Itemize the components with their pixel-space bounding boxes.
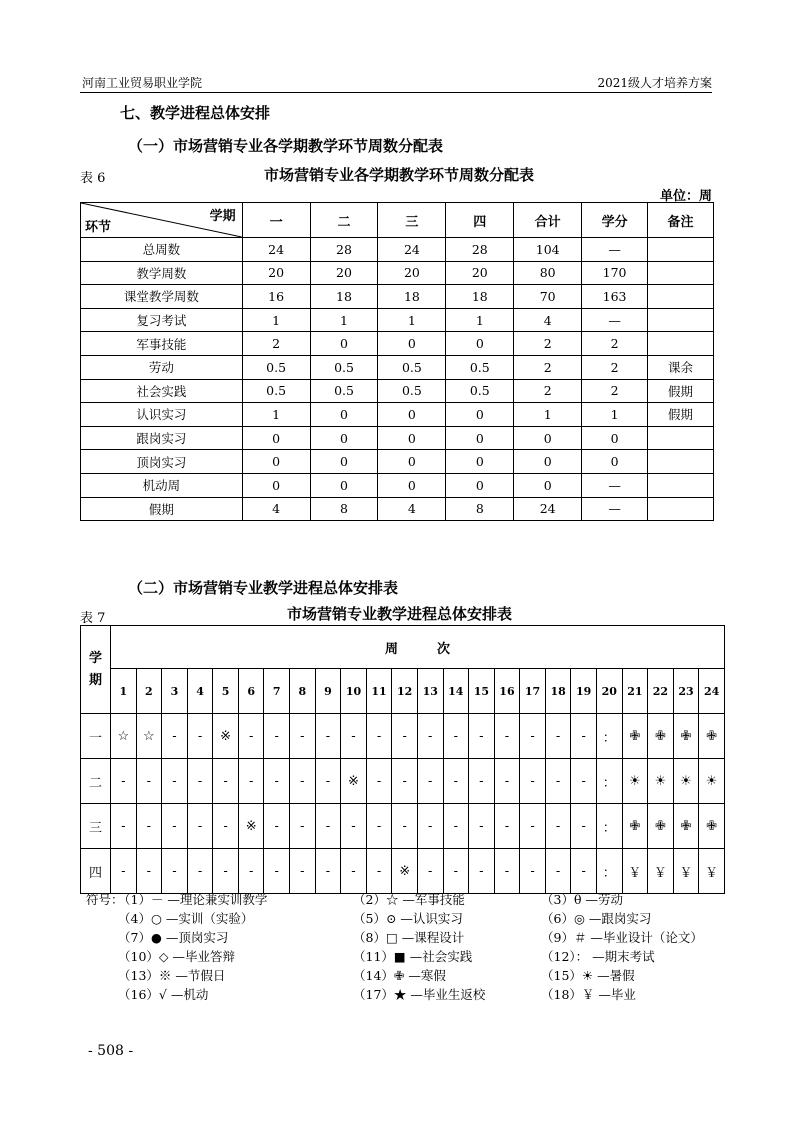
table-cell: 0 xyxy=(310,426,378,450)
table6-title: 市场营销专业各学期教学环节周数分配表 xyxy=(264,166,535,184)
schedule-cell: - xyxy=(213,804,239,849)
legend-item: （5）⊙ —认识实习 xyxy=(353,911,463,926)
legend-item: （7）● —顶岗实习 xyxy=(118,930,229,945)
table-cell: 0 xyxy=(514,426,582,450)
table-cell: 4 xyxy=(514,308,582,332)
table-row xyxy=(81,497,714,521)
schedule-cell: - xyxy=(366,849,392,894)
schedule-cell: - xyxy=(545,849,571,894)
table-cell: 0 xyxy=(378,450,446,474)
table6-label: 表 6 xyxy=(80,171,106,186)
schedule-cell: ※ xyxy=(213,714,239,759)
table-cell: 80 xyxy=(514,261,582,285)
schedule-cell: - xyxy=(443,849,469,894)
header-right: 2021级人才培养方案 xyxy=(597,76,712,90)
table-cell: 4 xyxy=(378,497,446,521)
schedule-cell: - xyxy=(341,849,367,894)
schedule-cell: ☀ xyxy=(699,759,725,804)
corner-bottom-label: 环节 xyxy=(85,220,112,235)
table-cell: 0 xyxy=(310,403,378,427)
schedule-cell: - xyxy=(417,804,443,849)
legend-item: （1）－ —理论兼实训教学 xyxy=(118,892,268,907)
table-cell xyxy=(648,308,714,332)
schedule-cell: - xyxy=(366,759,392,804)
schedule-cell: - xyxy=(162,804,188,849)
table-cell xyxy=(648,497,714,521)
column-header: 合计 xyxy=(514,203,582,238)
table-cell: 8 xyxy=(310,497,378,521)
column-header: 二 xyxy=(310,203,378,238)
table-cell: 0.5 xyxy=(446,379,514,403)
table-cell: 0 xyxy=(242,473,310,497)
table-cell: 1 xyxy=(446,308,514,332)
legend-item: （6）◎ —跟岗实习 xyxy=(541,911,652,926)
table-cell: — xyxy=(582,497,648,521)
table6-header-row xyxy=(81,203,714,238)
table-cell xyxy=(648,285,714,309)
table-cell: 0 xyxy=(310,332,378,356)
legend-item: （9）＃ —毕业设计（论文） xyxy=(541,930,703,945)
schedule-cell: - xyxy=(520,759,546,804)
schedule-cell: - xyxy=(545,714,571,759)
table-cell: 18 xyxy=(446,285,514,309)
legend-prefix: 符号： xyxy=(86,892,124,907)
week-number-cell: 23 xyxy=(673,669,699,714)
schedule-cell: - xyxy=(571,759,597,804)
schedule-cell: - xyxy=(111,804,137,849)
schedule-cell: ☀ xyxy=(648,759,674,804)
table-cell: 1 xyxy=(582,403,648,427)
legend-item: （17）★ —毕业生返校 xyxy=(353,987,486,1002)
schedule-cell: ※ xyxy=(238,804,264,849)
row-label-cell: 机动周 xyxy=(81,473,243,497)
table-cell: 20 xyxy=(446,261,514,285)
table-cell: 2 xyxy=(514,379,582,403)
week-number-cell: 2 xyxy=(136,669,162,714)
table-cell: 24 xyxy=(242,238,310,262)
header-left: 河南工业贸易职业学院 xyxy=(82,76,203,90)
table-row xyxy=(81,332,714,356)
table7-header-row xyxy=(81,626,725,669)
week-number-cell: 24 xyxy=(699,669,725,714)
schedule-cell: - xyxy=(290,804,316,849)
legend-item: （4）○ —实训（实验） xyxy=(118,911,254,926)
column-header: 一 xyxy=(242,203,310,238)
schedule-cell: ☀ xyxy=(622,759,648,804)
table-cell: 20 xyxy=(310,261,378,285)
schedule-cell: ※ xyxy=(392,849,418,894)
schedule-cell: ✙ xyxy=(673,714,699,759)
week-number-cell: 3 xyxy=(162,669,188,714)
legend-item: （11）■ —社会实践 xyxy=(353,949,473,964)
schedule-cell: - xyxy=(443,759,469,804)
legend-item: （18）￥ —毕业 xyxy=(541,987,636,1002)
schedule-cell: - xyxy=(315,849,341,894)
week-number-cell: 14 xyxy=(443,669,469,714)
legend-item: （13）※ —节假日 xyxy=(118,968,226,983)
column-header: 学分 xyxy=(582,203,648,238)
schedule-cell: ￥ xyxy=(699,849,725,894)
table-cell xyxy=(648,332,714,356)
schedule-cell: - xyxy=(187,714,213,759)
table-cell: 1 xyxy=(242,308,310,332)
schedule-cell: - xyxy=(520,804,546,849)
table-cell xyxy=(648,426,714,450)
week-number-cell: 4 xyxy=(187,669,213,714)
row-label-cell: 跟岗实习 xyxy=(81,426,243,450)
schedule-cell: - xyxy=(366,804,392,849)
table-row xyxy=(81,285,714,309)
table-cell: 4 xyxy=(242,497,310,521)
schedule-cell: - xyxy=(187,804,213,849)
schedule-cell: - xyxy=(417,849,443,894)
schedule-cell: ☆ xyxy=(136,714,162,759)
schedule-cell: ￥ xyxy=(648,849,674,894)
table-cell: 0 xyxy=(242,426,310,450)
schedule-cell: ✙ xyxy=(648,714,674,759)
schedule-cell: - xyxy=(290,759,316,804)
week-number-cell: 1 xyxy=(111,669,137,714)
table-cell: 0 xyxy=(378,426,446,450)
schedule-cell: - xyxy=(392,759,418,804)
table-cell: 0.5 xyxy=(378,355,446,379)
legend-item: （16）√ —机动 xyxy=(118,987,209,1002)
schedule-cell: - xyxy=(264,804,290,849)
legend-item: （2）☆ —军事技能 xyxy=(353,892,465,907)
table-cell: 1 xyxy=(310,308,378,332)
table-cell: 0 xyxy=(242,450,310,474)
table-cell: — xyxy=(582,473,648,497)
schedule-cell: - xyxy=(136,759,162,804)
schedule-cell: - xyxy=(392,804,418,849)
week-number-cell: 10 xyxy=(341,669,367,714)
schedule-cell: - xyxy=(187,849,213,894)
schedule-cell: - xyxy=(162,849,188,894)
table-cell xyxy=(648,238,714,262)
week-header: 周 次 xyxy=(111,626,725,669)
week-number-cell: 6 xyxy=(238,669,264,714)
schedule-cell: - xyxy=(111,849,137,894)
column-header: 备注 xyxy=(648,203,714,238)
schedule-cell: ： xyxy=(596,759,622,804)
subsection-title-2: （二）市场营销专业教学进程总体安排表 xyxy=(128,579,399,597)
row-label-cell: 劳动 xyxy=(81,355,243,379)
schedule-cell: - xyxy=(443,804,469,849)
table-cell: 28 xyxy=(446,238,514,262)
schedule-cell: - xyxy=(213,759,239,804)
table7 xyxy=(80,625,725,894)
week-number-cell: 15 xyxy=(469,669,495,714)
schedule-cell: - xyxy=(341,804,367,849)
schedule-cell: - xyxy=(290,714,316,759)
table-cell: 假期 xyxy=(648,379,714,403)
table-cell: 163 xyxy=(582,285,648,309)
row-label-cell: 课堂教学周数 xyxy=(81,285,243,309)
schedule-cell: - xyxy=(494,759,520,804)
schedule-cell: - xyxy=(238,714,264,759)
schedule-cell: - xyxy=(520,849,546,894)
schedule-cell: - xyxy=(545,804,571,849)
table-cell: 0.5 xyxy=(446,355,514,379)
table-row xyxy=(81,355,714,379)
schedule-cell: - xyxy=(392,714,418,759)
schedule-cell: - xyxy=(494,849,520,894)
table-cell: 16 xyxy=(242,285,310,309)
column-header: 四 xyxy=(446,203,514,238)
semester-cell: 三 xyxy=(81,804,111,849)
schedule-cell: - xyxy=(469,804,495,849)
schedule-cell: - xyxy=(469,849,495,894)
schedule-cell: ✙ xyxy=(699,804,725,849)
row-label-cell: 社会实践 xyxy=(81,379,243,403)
table-row xyxy=(81,426,714,450)
schedule-cell: ※ xyxy=(341,759,367,804)
schedule-cell: ￥ xyxy=(673,849,699,894)
subsection-title-1: （一）市场营销专业各学期教学环节周数分配表 xyxy=(128,137,444,155)
table-cell: 18 xyxy=(310,285,378,309)
semester-cell: 一 xyxy=(81,714,111,759)
schedule-cell: - xyxy=(417,714,443,759)
table-cell: 0 xyxy=(446,473,514,497)
week-number-cell: 9 xyxy=(315,669,341,714)
schedule-cell: ✙ xyxy=(648,804,674,849)
week-number-cell: 11 xyxy=(366,669,392,714)
week-number-cell: 13 xyxy=(417,669,443,714)
schedule-cell: - xyxy=(187,759,213,804)
table-cell: 0 xyxy=(446,450,514,474)
table-row xyxy=(81,238,714,262)
schedule-cell: - xyxy=(417,759,443,804)
schedule-cell: - xyxy=(136,849,162,894)
schedule-row xyxy=(81,849,725,894)
week-number-cell: 12 xyxy=(392,669,418,714)
table-cell: 0 xyxy=(378,403,446,427)
semester-cell: 四 xyxy=(81,849,111,894)
row-label-cell: 认识实习 xyxy=(81,403,243,427)
semester-header-text: 学 期 xyxy=(88,650,102,688)
schedule-cell: ✙ xyxy=(699,714,725,759)
legend-item: （10）◇ —毕业答辩 xyxy=(118,949,235,964)
schedule-cell: - xyxy=(494,804,520,849)
schedule-cell: - xyxy=(264,759,290,804)
table-cell: 2 xyxy=(514,355,582,379)
schedule-cell: ✙ xyxy=(673,804,699,849)
schedule-cell: - xyxy=(571,714,597,759)
semester-header xyxy=(81,626,111,714)
table-cell: 0.5 xyxy=(310,355,378,379)
table-cell: 1 xyxy=(378,308,446,332)
schedule-cell: - xyxy=(136,804,162,849)
legend-item: （8）□ —课程设计 xyxy=(353,930,465,945)
week-number-cell: 18 xyxy=(545,669,571,714)
table-cell: 0.5 xyxy=(242,355,310,379)
schedule-cell: - xyxy=(341,714,367,759)
schedule-cell: - xyxy=(571,849,597,894)
week-number-cell: 16 xyxy=(494,669,520,714)
column-header: 三 xyxy=(378,203,446,238)
week-number-cell: 7 xyxy=(264,669,290,714)
table7-title: 市场营销专业教学进程总体安排表 xyxy=(287,605,513,623)
legend-item: （3）θ —劳动 xyxy=(541,892,623,907)
table-cell: 课余 xyxy=(648,355,714,379)
legend-item: （14）✙ —寒假 xyxy=(353,968,446,983)
table-cell: 0 xyxy=(446,403,514,427)
table-cell: 20 xyxy=(242,261,310,285)
schedule-cell: ： xyxy=(596,714,622,759)
schedule-cell: - xyxy=(111,759,137,804)
table-cell: 70 xyxy=(514,285,582,309)
table-cell: 0 xyxy=(582,426,648,450)
table-cell: 1 xyxy=(514,403,582,427)
schedule-cell: - xyxy=(290,849,316,894)
page-number: - 508 - xyxy=(88,1043,134,1059)
schedule-cell: ✙ xyxy=(622,714,648,759)
table-row xyxy=(81,261,714,285)
table-cell: 0 xyxy=(514,473,582,497)
table-row xyxy=(81,308,714,332)
week-number-cell: 17 xyxy=(520,669,546,714)
schedule-cell: - xyxy=(264,714,290,759)
schedule-cell: ￥ xyxy=(622,849,648,894)
table7-label: 表 7 xyxy=(80,611,106,626)
table-cell: 0.5 xyxy=(242,379,310,403)
table-cell: 0.5 xyxy=(378,379,446,403)
table-row xyxy=(81,450,714,474)
header-divider xyxy=(80,92,712,93)
table-cell: 0 xyxy=(310,473,378,497)
legend-item: （15）☀ —暑假 xyxy=(541,968,635,983)
table-cell: 0 xyxy=(582,450,648,474)
schedule-cell: - xyxy=(520,714,546,759)
corner-top-label: 学期 xyxy=(209,209,236,224)
schedule-cell: - xyxy=(315,714,341,759)
table-cell: 0 xyxy=(446,332,514,356)
table-cell: 170 xyxy=(582,261,648,285)
table-cell: 2 xyxy=(582,379,648,403)
table-cell xyxy=(648,473,714,497)
table-cell: 2 xyxy=(514,332,582,356)
table-cell: 24 xyxy=(378,238,446,262)
table-cell: 28 xyxy=(310,238,378,262)
table-cell: 8 xyxy=(446,497,514,521)
table-cell: 20 xyxy=(378,261,446,285)
table-cell: 2 xyxy=(242,332,310,356)
schedule-cell: - xyxy=(366,714,392,759)
schedule-cell: - xyxy=(264,849,290,894)
table-cell xyxy=(648,450,714,474)
week-number-cell: 8 xyxy=(290,669,316,714)
table-row xyxy=(81,403,714,427)
week-number-row xyxy=(81,669,725,714)
table-cell: 0 xyxy=(378,332,446,356)
table-cell: 2 xyxy=(582,355,648,379)
schedule-cell: - xyxy=(545,759,571,804)
row-label-cell: 顶岗实习 xyxy=(81,450,243,474)
semester-cell: 二 xyxy=(81,759,111,804)
schedule-cell: - xyxy=(469,759,495,804)
schedule-cell: - xyxy=(213,849,239,894)
table-cell: 0.5 xyxy=(310,379,378,403)
schedule-cell: - xyxy=(315,804,341,849)
schedule-row xyxy=(81,714,725,759)
week-number-cell: 20 xyxy=(596,669,622,714)
table-cell: 104 xyxy=(514,238,582,262)
schedule-cell: - xyxy=(162,714,188,759)
table6-corner-cell xyxy=(81,203,243,238)
row-label-cell: 教学周数 xyxy=(81,261,243,285)
schedule-cell: - xyxy=(443,714,469,759)
schedule-cell: - xyxy=(469,714,495,759)
schedule-cell: ☀ xyxy=(673,759,699,804)
week-number-cell: 5 xyxy=(213,669,239,714)
table-cell: 假期 xyxy=(648,403,714,427)
table-cell: 0 xyxy=(310,450,378,474)
row-label-cell: 总周数 xyxy=(81,238,243,262)
week-number-cell: 21 xyxy=(622,669,648,714)
table-row xyxy=(81,379,714,403)
table-cell xyxy=(648,261,714,285)
schedule-cell: - xyxy=(238,759,264,804)
table-cell: 0 xyxy=(378,473,446,497)
row-label-cell: 复习考试 xyxy=(81,308,243,332)
table6 xyxy=(80,202,714,521)
table6-unit: 单位：周 xyxy=(659,189,712,204)
schedule-cell: - xyxy=(238,849,264,894)
row-label-cell: 军事技能 xyxy=(81,332,243,356)
week-number-cell: 22 xyxy=(648,669,674,714)
schedule-cell: ☆ xyxy=(111,714,137,759)
schedule-cell: - xyxy=(162,759,188,804)
legend-item: （12）： —期末考试 xyxy=(541,949,655,964)
section-title: 七、教学进程总体安排 xyxy=(120,104,271,122)
schedule-cell: ✙ xyxy=(622,804,648,849)
table-row xyxy=(81,473,714,497)
row-label-cell: 假期 xyxy=(81,497,243,521)
table-cell: 0 xyxy=(514,450,582,474)
table-cell: 18 xyxy=(378,285,446,309)
schedule-cell: ： xyxy=(596,804,622,849)
schedule-cell: ： xyxy=(596,849,622,894)
schedule-cell: - xyxy=(571,804,597,849)
table-cell: — xyxy=(582,238,648,262)
table-cell: 1 xyxy=(242,403,310,427)
schedule-row xyxy=(81,804,725,849)
schedule-cell: - xyxy=(494,714,520,759)
schedule-row xyxy=(81,759,725,804)
table-cell: — xyxy=(582,308,648,332)
table-cell: 0 xyxy=(446,426,514,450)
table-cell: 24 xyxy=(514,497,582,521)
week-number-cell: 19 xyxy=(571,669,597,714)
schedule-cell: - xyxy=(315,759,341,804)
table-cell: 2 xyxy=(582,332,648,356)
